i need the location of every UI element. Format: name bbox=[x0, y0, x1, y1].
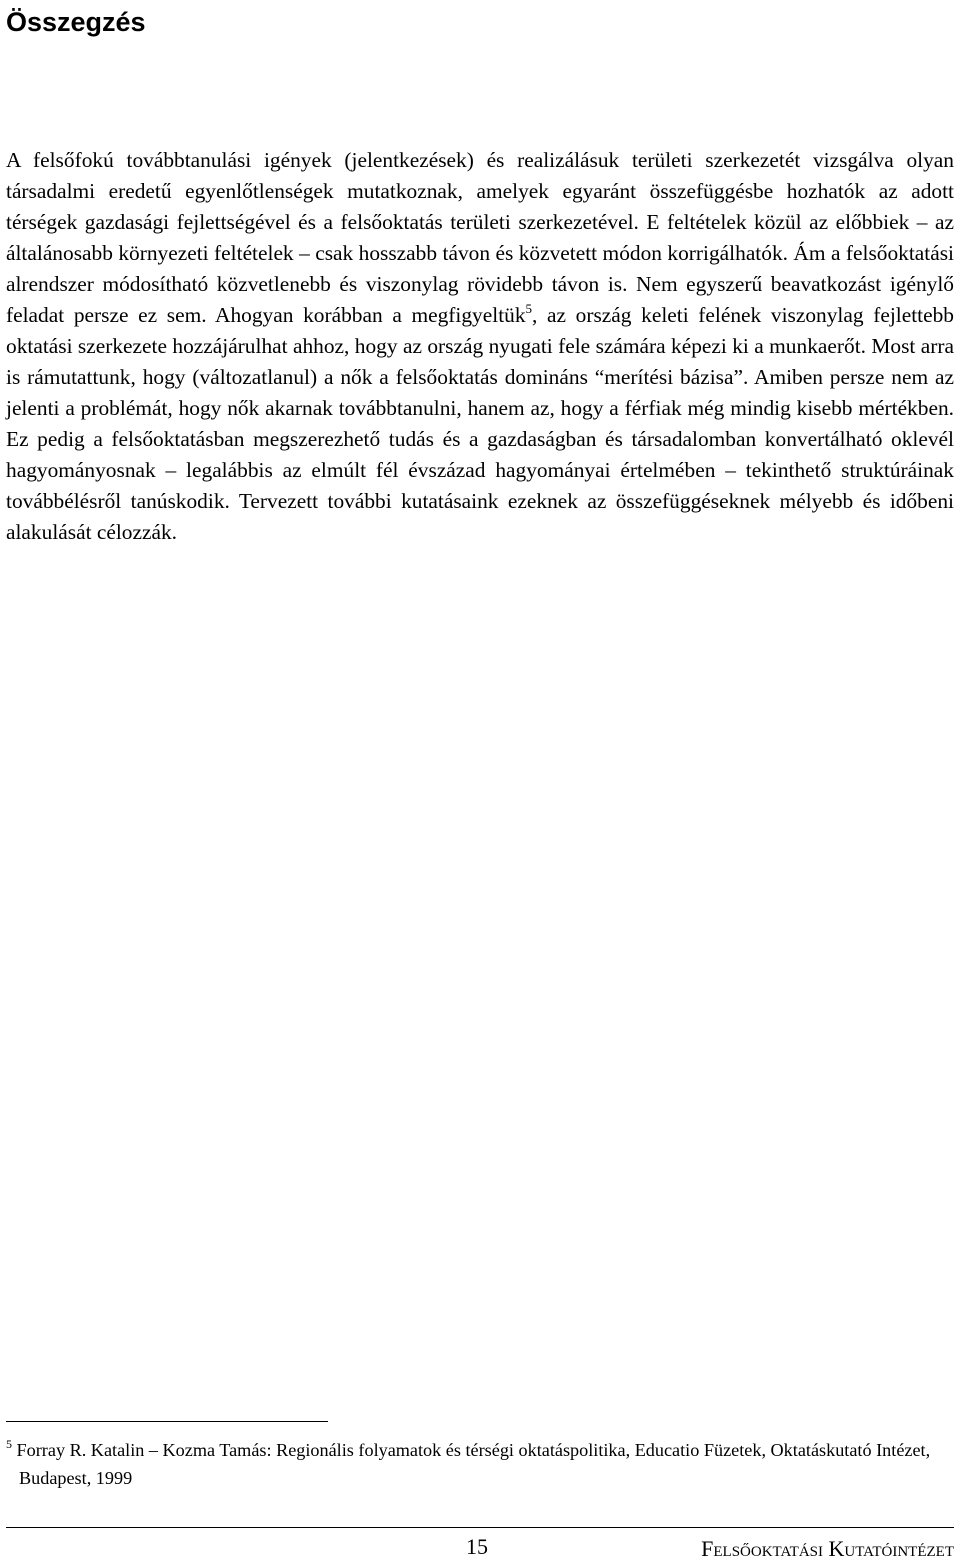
page-number: 15 bbox=[466, 1534, 488, 1559]
footnote-reference: 5 bbox=[525, 301, 533, 316]
footnote bbox=[6, 1436, 954, 1492]
body-text-part-2: , az ország keleti felének viszonylag fejlettebb oktatási szerkezete hozzájárulhat ahhoz, hogy az ország nyugati fele számára képezi ki a munkaerőt. Most arra is rámutattunk, hogy (változatlanul) a nők a felsőoktatás domináns “merítési bázisa”. Amiben persze nem az jelenti a problémát, hogy nők akarnak továbbtanulni, hanem az, hogy a férfiak még mindig kisebb mértékben. Ez pedig a felsőoktatásban megszerezhető tudás és a gazdaságban és társadalomban konvertálható oklevél hagyományosnak – legalábbis az elmúlt fél évszázad hagyományai értelmében – tekinthető struktúráinak továbbélésről tanúskodik. Tervezett további kutatásaink ezeknek az összefüggéseknek mélyebb és időbeni alakulását célozzák. bbox=[6, 303, 954, 544]
footer-separator bbox=[6, 1527, 954, 1528]
body-text-part-1: A felsőfokú továbbtanulási igények (jelentkezések) és realizálásuk területi szerkezetét vizsgálva olyan társadalmi eredetű egyenlőtlenségek mutatkoznak, amelyek egyaránt összefüggésbe hozhatók az adott térségek gazdasági fejlettségével és a felsőoktatás területi szerkezetével. E feltételek közül az előbbiek – az általánosabb környezeti feltételek – csak hosszabb távon és közvetett módon korrigálhatók. Ám a felsőoktatási alrendszer módosítható közvetlenebb és viszonylag rövidebb távon is. Nem egyszerű beavatkozást igénylő feladat persze ez sem. Ahogyan korábban a megfigyeltük bbox=[6, 148, 954, 327]
footnote-text: Forray R. Katalin – Kozma Tamás: Regionális folyamatok és térségi oktatáspolitika, Educatio Füzetek, Oktatáskutató Intézet, Budapest, 1999 bbox=[12, 1440, 931, 1488]
footer-organization: Felsőoktatási Kutatóintézet bbox=[701, 1536, 954, 1561]
footnote-number: 5 bbox=[6, 1437, 12, 1451]
body-paragraph bbox=[6, 145, 954, 548]
footnote-separator bbox=[6, 1421, 328, 1422]
page-title: Összegzés bbox=[6, 7, 146, 37]
